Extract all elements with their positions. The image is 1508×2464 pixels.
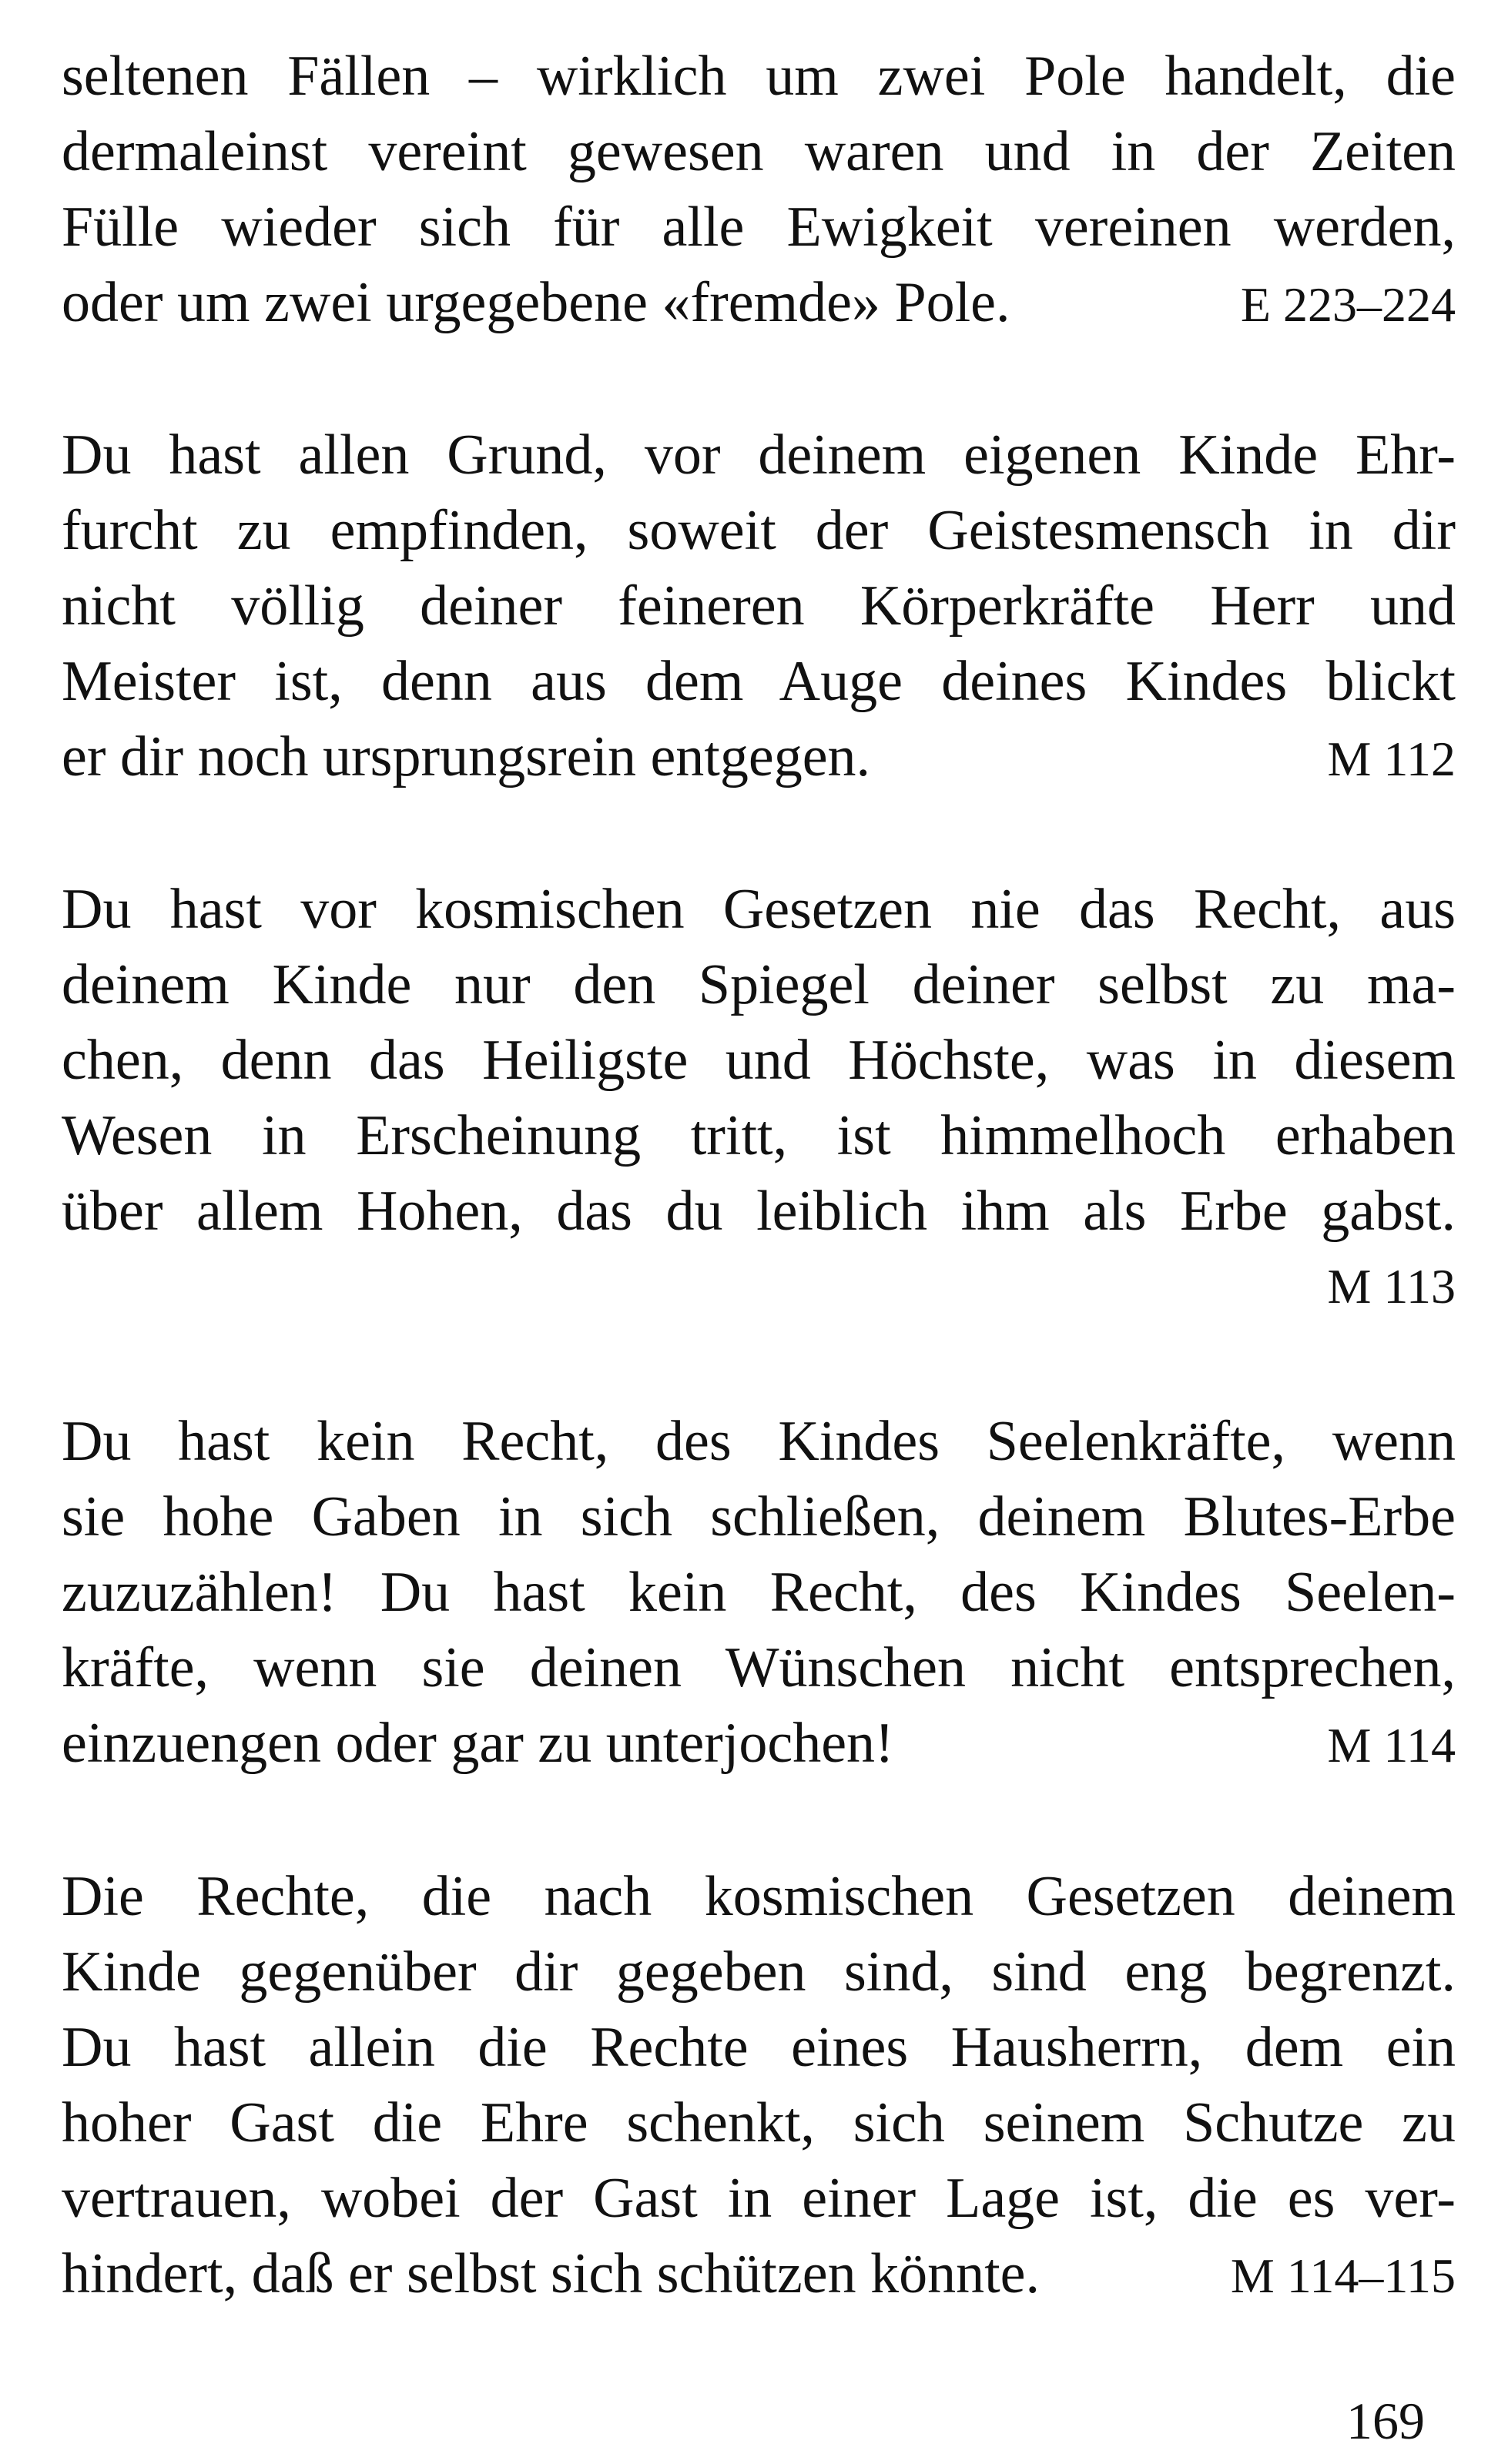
paragraph-2 — [62, 417, 1456, 797]
source-reference: M 114 — [1327, 1718, 1456, 1773]
paragraph-last-row — [62, 265, 1456, 343]
paragraph-line: chen, denn das Heiligste und Höchste, was in diesem — [62, 1029, 1456, 1092]
paragraph-last-row — [62, 2236, 1456, 2314]
paragraph-line: oder um zwei urgegebene «fremde» Pole. — [62, 271, 1010, 334]
paragraph-last-row — [62, 719, 1456, 797]
page-number: 169 — [1346, 2392, 1425, 2450]
book-page — [62, 38, 1456, 2450]
paragraph-1 — [62, 38, 1456, 343]
paragraph-line: furcht zu empfinden, soweit der Geistesmensch in dir — [62, 499, 1456, 562]
paragraph-line: er dir noch ursprungsrein entgegen. — [62, 725, 871, 788]
source-reference: M 114–115 — [1230, 2248, 1456, 2303]
source-reference: M 113 — [1327, 1259, 1456, 1314]
paragraph-line: einzuengen oder gar zu unterjochen! — [62, 1712, 894, 1775]
paragraph-5 — [62, 1859, 1456, 2314]
paragraph-line: Du hast allen Grund, vor deinem eigenen Kinde Ehr- — [62, 424, 1456, 487]
paragraph-line: Wesen in Erscheinung tritt, ist himmelhoch erhaben — [62, 1104, 1456, 1167]
paragraph-line: vertrauen, wobei der Gast in einer Lage ist, die es ver- — [62, 2167, 1456, 2230]
paragraph-line: nicht völlig deiner feineren Körperkräfte Herr und — [62, 574, 1456, 638]
source-reference: M 112 — [1327, 732, 1456, 786]
paragraph-line: hoher Gast die Ehre schenkt, sich seinem Schutze zu — [62, 2091, 1456, 2154]
paragraph-line: Meister ist, denn aus dem Auge deines Kindes blickt — [62, 650, 1456, 713]
paragraph-line: dermaleinst vereint gewesen waren und in der Zeiten — [62, 120, 1456, 183]
paragraph-line: Du hast allein die Rechte eines Hausherrn, dem ein — [62, 2016, 1456, 2079]
source-reference: E 223–224 — [1240, 277, 1456, 332]
paragraph-line: Du hast kein Recht, des Kindes Seelenkräfte, wenn — [62, 1410, 1456, 1473]
paragraph-4 — [62, 1404, 1456, 1783]
paragraph-last-row — [62, 1706, 1456, 1783]
paragraph-3 — [62, 872, 1456, 1324]
paragraph-line: sie hohe Gaben in sich schließen, deinem Blutes-Erbe — [62, 1485, 1456, 1548]
paragraph-line: hindert, daß er selbst sich schützen könnte. — [62, 2242, 1040, 2305]
paragraph-line: Du hast vor kosmischen Gesetzen nie das Recht, aus — [62, 878, 1456, 941]
paragraph-line: über allem Hohen, das du leiblich ihm als Erbe gabst. — [62, 1180, 1456, 1243]
paragraph-line: deinem Kinde nur den Spiegel deiner selbst zu ma- — [62, 953, 1456, 1016]
paragraph-line: Kinde gegenüber dir gegeben sind, sind eng begrenzt. — [62, 1940, 1456, 2004]
paragraph-line: kräfte, wenn sie deinen Wünschen nicht entsprechen, — [62, 1636, 1456, 1699]
paragraph-line: seltenen Fällen – wirklich um zwei Pole handelt, die — [62, 45, 1456, 108]
paragraph-line: Fülle wieder sich für alle Ewigkeit vereinen werden, — [62, 196, 1456, 259]
paragraph-line: Die Rechte, die nach kosmischen Gesetzen deinem — [62, 1865, 1456, 1928]
paragraph-line: zuzuzählen! Du hast kein Recht, des Kindes Seelen- — [62, 1561, 1456, 1624]
